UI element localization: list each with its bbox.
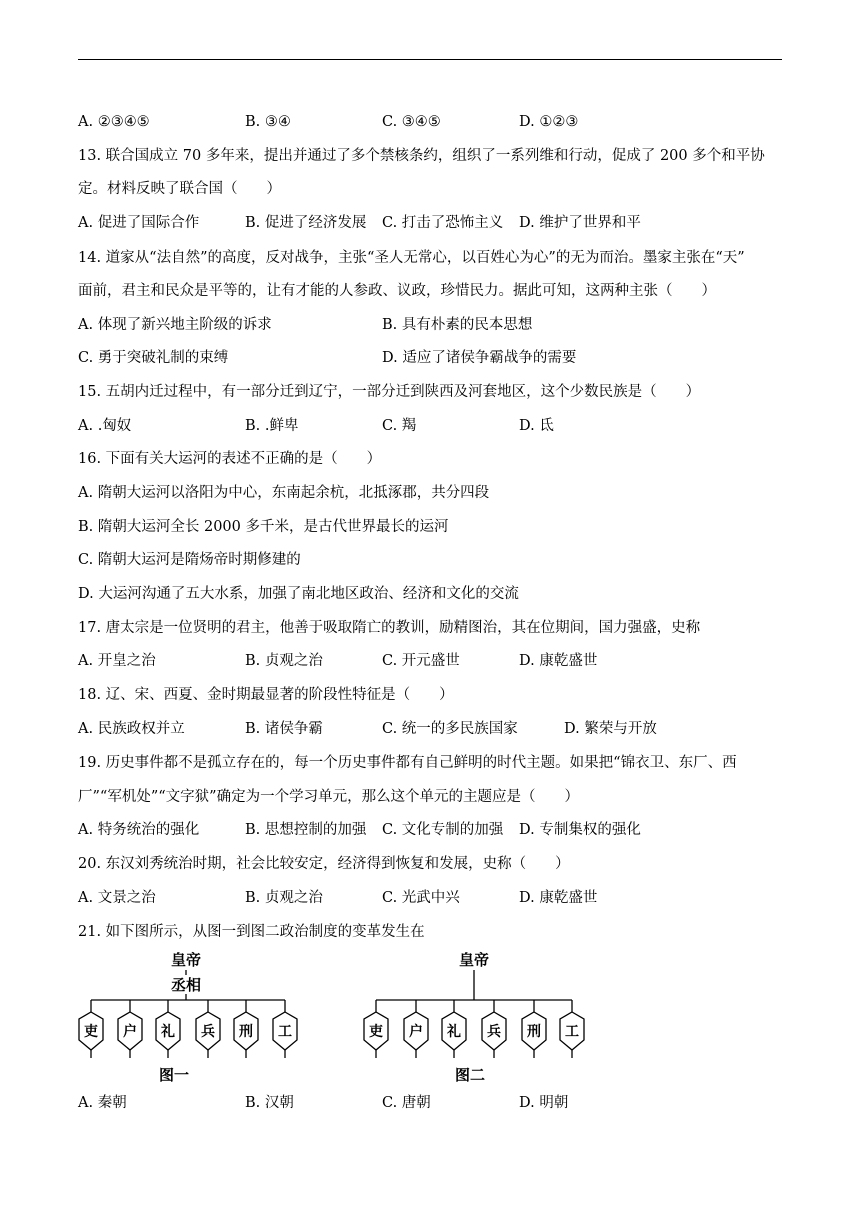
ministry-label: 礼 xyxy=(161,1024,175,1040)
q21-option-c[interactable]: C. 唐朝 xyxy=(382,1095,431,1111)
q19-stem-line1: 19. 历史事件都不是孤立存在的，每一个历史事件都有自己鲜明的时代主题。如果把“锦衣卫、东厂、西 xyxy=(78,755,737,771)
q19-stem-line2: 厂”“军机处”“文字狱”确定为一个学习单元，那么这个单元的主题应是（ ） xyxy=(78,789,580,805)
figure-two-diagram xyxy=(364,951,584,1084)
q14-stem-line2: 面前，君主和民众是平等的，让有才能的人参政、议政，珍惜民力。据此可知，这两种主张（ ） xyxy=(78,283,716,299)
q20-stem: 20. 东汉刘秀统治时期，社会比较安定，经济得到恢复和发展，史称（ ） xyxy=(78,856,570,872)
q14-option-b[interactable]: B. 具有朴素的民本思想 xyxy=(382,317,533,333)
q21-stem: 21. 如下图所示，从图一到图二政治制度的变革发生在 xyxy=(78,924,425,940)
q12-option-d[interactable]: D. ①②③ xyxy=(519,114,579,130)
figure-one-diagram xyxy=(79,951,297,1084)
q21-option-a[interactable]: A. 秦朝 xyxy=(78,1095,127,1111)
ministry-label: 刑 xyxy=(239,1024,253,1040)
q19-option-d[interactable]: D. 专制集权的强化 xyxy=(519,822,641,838)
q20-option-c[interactable]: C. 光武中兴 xyxy=(382,890,460,906)
ministry-label: 户 xyxy=(123,1024,137,1040)
ministry-label: 刑 xyxy=(527,1024,541,1040)
q18-option-a[interactable]: A. 民族政权并立 xyxy=(78,721,185,737)
q17-option-d[interactable]: D. 康乾盛世 xyxy=(519,653,598,669)
q13-option-c[interactable]: C. 打击了恐怖主义 xyxy=(382,215,504,231)
q20-option-d[interactable]: D. 康乾盛世 xyxy=(519,890,598,906)
fig1-ministries xyxy=(79,1000,297,1058)
q15-option-d[interactable]: D. 氐 xyxy=(519,418,554,434)
q15-option-a[interactable]: A. .匈奴 xyxy=(78,418,132,434)
ministry-label: 兵 xyxy=(487,1024,501,1040)
q18-stem: 18. 辽、宋、西夏、金时期最显著的阶段性特征是（ ） xyxy=(78,687,454,703)
fig1-caption: 图一 xyxy=(158,1066,190,1084)
q16-option-b[interactable]: B. 隋朝大运河全长 2000 多千米，是古代世界最长的运河 xyxy=(78,519,449,535)
q15-option-b[interactable]: B. .鲜卑 xyxy=(245,418,299,434)
q12-option-a[interactable]: A. ②③④⑤ xyxy=(78,114,150,130)
q20-option-b[interactable]: B. 贞观之治 xyxy=(245,890,323,906)
q18-option-b[interactable]: B. 诸侯争霸 xyxy=(245,721,323,737)
q17-option-b[interactable]: B. 贞观之治 xyxy=(245,653,323,669)
q21-option-b[interactable]: B. 汉朝 xyxy=(245,1095,294,1111)
q14-option-c[interactable]: C. 勇于突破礼制的束缚 xyxy=(78,350,229,366)
fig2-emperor-label: 皇帝 xyxy=(458,951,490,969)
q20-option-a[interactable]: A. 文景之治 xyxy=(78,890,156,906)
q16-option-d[interactable]: D. 大运河沟通了五大水系，加强了南北地区政治、经济和文化的交流 xyxy=(78,586,519,602)
ministry-label: 工 xyxy=(278,1024,292,1040)
fig1-emperor-label: 皇帝 xyxy=(170,951,202,969)
ministry-label: 礼 xyxy=(447,1024,461,1040)
q18-option-c[interactable]: C. 统一的多民族国家 xyxy=(382,721,518,737)
q19-option-c[interactable]: C. 文化专制的加强 xyxy=(382,822,504,838)
q13-option-a[interactable]: A. 促进了国际合作 xyxy=(78,215,200,231)
q18-option-d[interactable]: D. 繁荣与开放 xyxy=(564,721,657,737)
q13-option-d[interactable]: D. 维护了世界和平 xyxy=(519,215,641,231)
q14-stem-line1: 14. 道家从“法自然”的高度，反对战争，主张“圣人无常心，以百姓心为心”的无为而治。墨家主张在“天” xyxy=(78,250,745,266)
q12-option-c[interactable]: C. ③④⑤ xyxy=(382,114,441,130)
ministry-label: 工 xyxy=(565,1024,579,1040)
ministry-label: 户 xyxy=(409,1024,423,1040)
q13-stem-line2: 定。材料反映了联合国（ ） xyxy=(78,181,281,197)
q19-option-a[interactable]: A. 特务统治的强化 xyxy=(78,822,200,838)
q15-option-c[interactable]: C. 羯 xyxy=(382,418,417,434)
q14-option-d[interactable]: D. 适应了诸侯争霸战争的需要 xyxy=(382,350,577,366)
q14-option-a[interactable]: A. 体现了新兴地主阶级的诉求 xyxy=(78,317,272,333)
q16-stem: 16. 下面有关大运河的表述不正确的是（ ） xyxy=(78,451,382,467)
q16-option-a[interactable]: A. 隋朝大运河以洛阳为中心，东南起余杭，北抵涿郡，共分四段 xyxy=(78,485,490,501)
q12-option-b[interactable]: B. ③④ xyxy=(245,114,291,130)
q17-stem: 17. 唐太宗是一位贤明的君主，他善于吸取隋亡的教训，励精图治，其在位期间，国力强盛，史称 xyxy=(78,620,701,636)
q19-option-b[interactable]: B. 思想控制的加强 xyxy=(245,822,367,838)
q13-option-b[interactable]: B. 促进了经济发展 xyxy=(245,215,367,231)
ministry-label: 兵 xyxy=(201,1024,215,1040)
q17-option-c[interactable]: C. 开元盛世 xyxy=(382,653,460,669)
q21-option-d[interactable]: D. 明朝 xyxy=(519,1095,569,1111)
q15-stem: 15. 五胡内迁过程中，有一部分迁到辽宁，一部分迁到陕西及河套地区，这个少数民族是（ ） xyxy=(78,384,701,400)
q13-stem-line1: 13. 联合国成立 70 多年来，提出并通过了多个禁核条约，组织了一系列维和行动，促成了 200 多个和平协 xyxy=(78,148,765,164)
fig2-caption: 图二 xyxy=(454,1066,486,1084)
ministry-label: 吏 xyxy=(369,1024,383,1040)
fig1-chancellor-label: 丞相 xyxy=(170,976,202,994)
q17-option-a[interactable]: A. 开皇之治 xyxy=(78,653,156,669)
fig2-ministries xyxy=(364,1000,584,1058)
q16-option-c[interactable]: C. 隋朝大运河是隋炀帝时期修建的 xyxy=(78,552,301,568)
ministry-label: 吏 xyxy=(84,1024,98,1040)
